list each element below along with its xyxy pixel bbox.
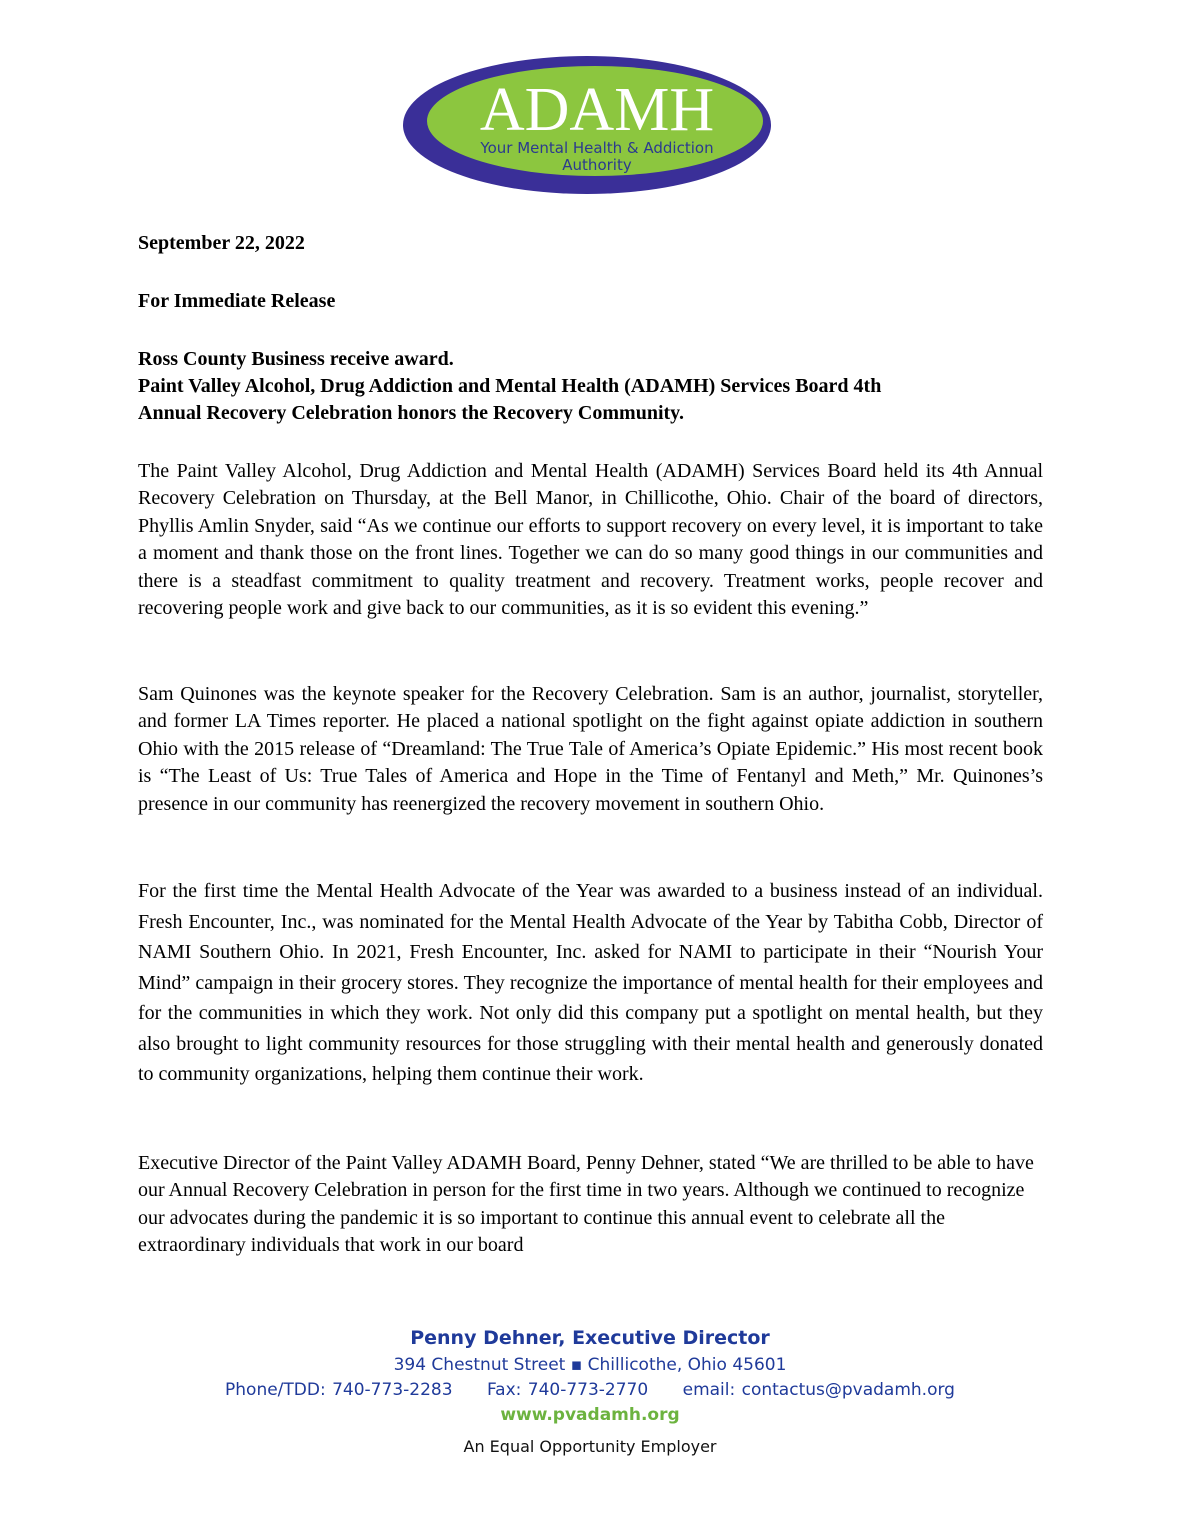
- logo-wordmark: ADAMH: [479, 76, 715, 144]
- logo-tagline-line-2: Authority: [562, 156, 632, 174]
- letter-date: September 22, 2022: [138, 232, 305, 254]
- paragraph-keynote: Sam Quinones was the keynote speaker for the Recovery Celebration. Sam is an author, journalist, storyteller, and former LA Times reporter. He placed a national spotlight on the fight against opiate addiction in southern Ohio with the 2015 release of “Dreamland: The True Tale of America’s Opiate Epidemic.” His most recent book is “The Least of Us: True Tales of America and Hope in the Time of Fentanyl and Meth,” Mr. Quinones’s presence in our community has reenergized the recovery movement in southern Ohio.: [138, 683, 1043, 815]
- logo-tagline-line-1: Your Mental Health & Addiction: [480, 139, 714, 157]
- adamh-logo: [401, 54, 773, 196]
- paragraph-celebration: The Paint Valley Alcohol, Drug Addiction and Mental Health (ADAMH) Services Board held its 4th Annual Recovery Celebration on Thursday, at the Bell Manor, in Chillicothe, Ohio. Chair of the board of directors, Phyllis Amlin Snyder, said “As we continue our efforts to support recovery on every level, it is important to take a moment and thank those on the front lines. Together we can do so many good things in our communities and there is a steadfast commitment to quality treatment and recovery. Treatment works, people recover and recovering people work and give back to our communities, as it is so evident this evening.”: [138, 460, 1043, 620]
- footer-name-title: Penny Dehner, Executive Director: [410, 1327, 770, 1349]
- footer-email[interactable]: email: contactus@pvadamh.org: [682, 1380, 955, 1400]
- paragraph-advocate: For the first time the Mental Health Advocate of the Year was awarded to a business instead of an individual. Fresh Encounter, Inc., was nominated for the Mental Health Advocate of the Year by Tabitha Cobb, Director of NAMI Southern Ohio. In 2021, Fresh Encounter, Inc. asked for NAMI to participate in their “Nourish Your Mind” campaign in their grocery stores. They recognize the importance of mental health for their employees and for the communities in which they work. Not only did this company put a spotlight on mental health, but they also brought to light community resources for those struggling with their mental health and generously donated to community organizations, helping them continue their work.: [138, 880, 1043, 1085]
- footer-address: 394 Chestnut Street ▪ Chillicothe, Ohio 45601: [393, 1355, 787, 1375]
- headline: [138, 346, 1058, 427]
- footer-contact: [0, 1380, 1180, 1400]
- footer-phone: Phone/TDD: 740-773-2283: [225, 1380, 453, 1400]
- release-label: For Immediate Release: [138, 290, 336, 312]
- headline-line-2: Paint Valley Alcohol, Drug Addiction and Mental Health (ADAMH) Services Board 4th: [138, 375, 882, 397]
- paragraph-director: Executive Director of the Paint Valley ADAMH Board, Penny Dehner, stated “We are thrilled to be able to have our Annual Recovery Celebration in person for the first time in two years. Although we continued to recognize our advocates during the pandemic it is so important to continue this annual event to celebrate all the extraordinary individuals that work in our board: [138, 1152, 1034, 1257]
- footer-website-link[interactable]: www.pvadamh.org: [500, 1405, 680, 1425]
- headline-line-3: Annual Recovery Celebration honors the Recovery Community.: [138, 402, 685, 424]
- footer-eoe: An Equal Opportunity Employer: [463, 1437, 717, 1456]
- headline-line-1: Ross County Business receive award.: [138, 348, 454, 370]
- footer-fax: Fax: 740-773-2770: [486, 1380, 649, 1400]
